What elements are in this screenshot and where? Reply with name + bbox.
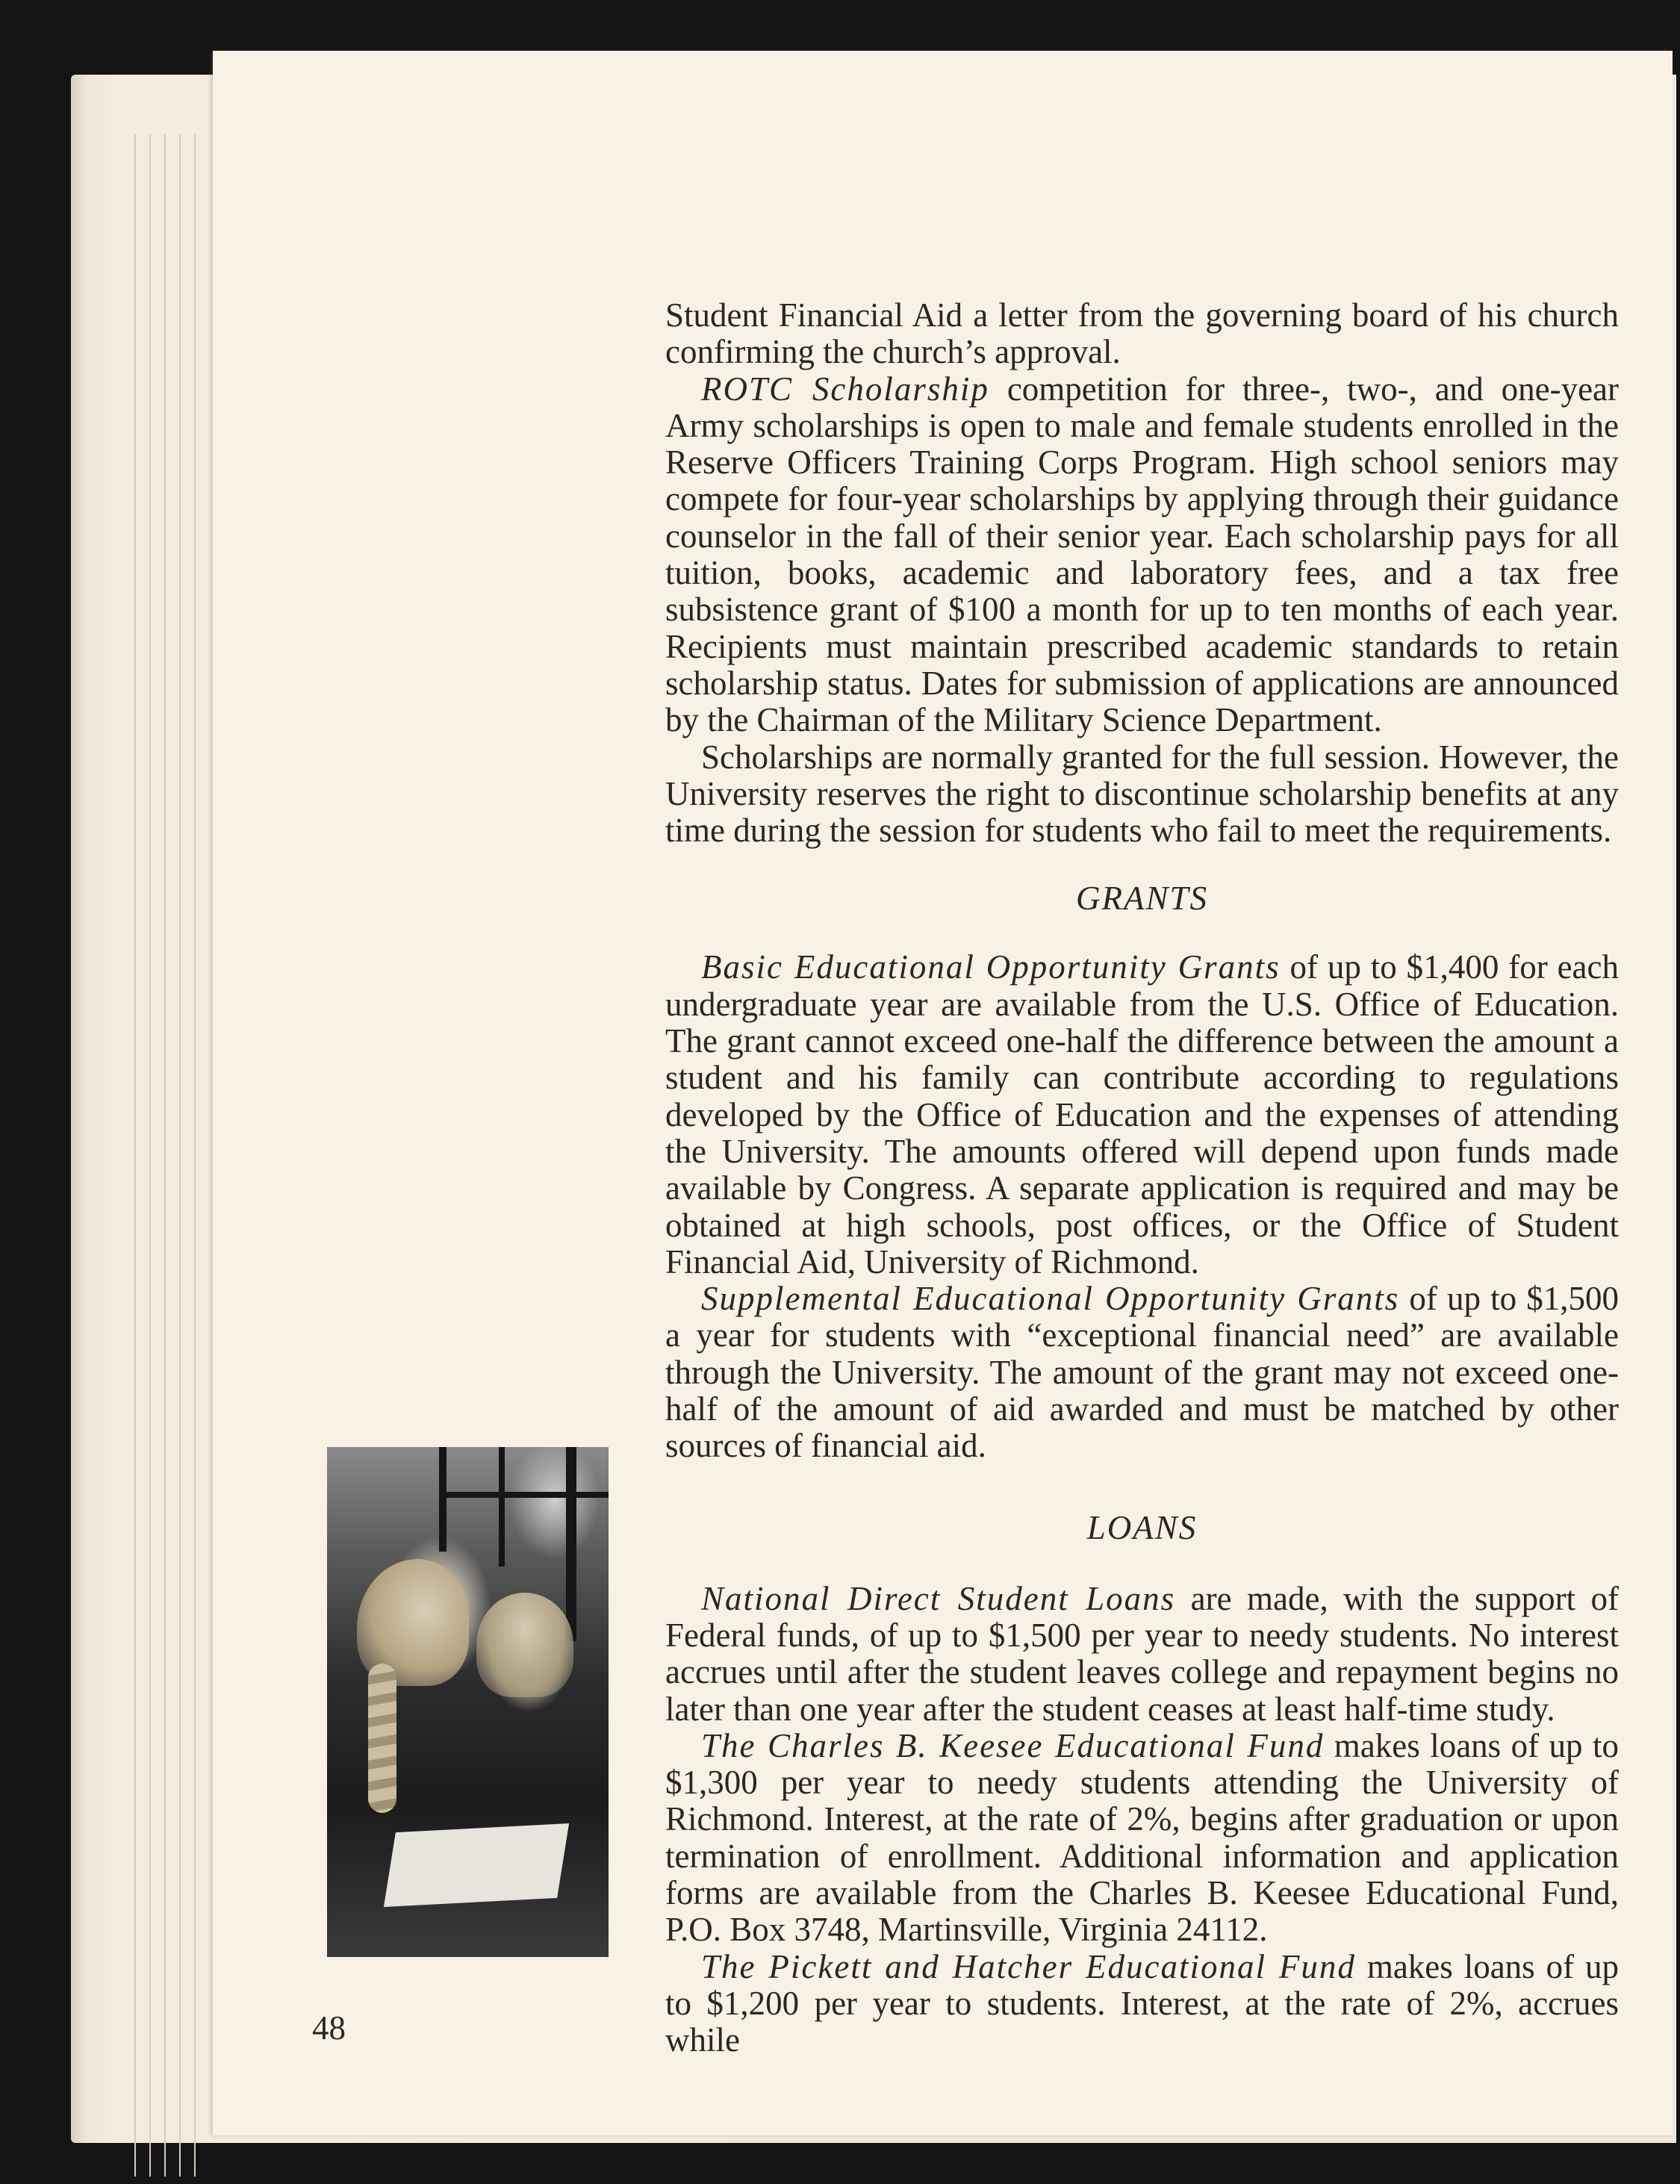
lead-term: National Direct Student Loans	[701, 1579, 1176, 1617]
lead-term: The Charles B. Keesee Educational Fund	[701, 1726, 1325, 1764]
page-edge	[179, 134, 188, 2177]
page-edge	[164, 134, 173, 2177]
lead-term: ROTC Scholarship	[701, 370, 989, 408]
lead-term: The Pickett and Hatcher Educational Fund	[701, 1947, 1356, 1985]
page-number: 48	[312, 2009, 346, 2047]
main-text	[665, 297, 1619, 2059]
paragraph-scholarship-session: Scholarships are normally granted for the full session. However, the University reserves the right to discontinue scholarship benefits at any time during the session for students who fail to meet the requirements.	[665, 738, 1619, 850]
paragraph-basic-grants: Basic Educational Opportunity Grants of up to $1,400 for each undergraduate year are available from the U.S. Office of Education. The grant cannot exceed one-half the difference between the amount a student and his family can contribute according to regulations developed by the Office of Education and the expenses of attending the University. The amounts offered will depend upon funds made available by Congress. A separate application is required and may be obtained at high schools, post offices, or the Office of Student Financial Aid, University of Richmond.	[665, 948, 1619, 1281]
paragraph-church-approval: Student Financial Aid a letter from the governing board of his church confirming the church’s approval.	[665, 296, 1619, 371]
paragraph-keesee-fund: The Charles B. Keesee Educational Fund makes loans of up to $1,300 per year to needy students attending the University of Richmond. Interest, at the rate of 2%, begins after graduation or upon termination of enrollment. Additional information and application forms are available from the Charles B. Keesee Educational Fund, P.O. Box 3748, Martinsville, Virginia 24112.	[665, 1726, 1619, 1949]
photo-two-students-writing	[327, 1447, 609, 1957]
lead-term: Basic Educational Opportunity Grants	[701, 948, 1281, 986]
page-edge	[134, 134, 143, 2177]
heading-grants: GRANTS	[1075, 880, 1208, 918]
paragraph-pickett-hatcher-fund: The Pickett and Hatcher Educational Fund makes loans of up to $1,200 per year to students. Interest, at the rate of 2%, accrues while	[665, 1947, 1619, 2059]
paragraph-supplemental-grants: Supplemental Educational Opportunity Grants of up to $1,500 a year for students with “exceptional financial need” are available through the University. The amount of the grant may not exceed one-half of the amount of aid awarded and must be matched by other sources of financial aid.	[665, 1280, 1619, 1465]
page-edge	[149, 134, 158, 2177]
page-edge	[194, 134, 203, 2177]
lead-term: Supplemental Educational Opportunity Grants	[701, 1280, 1400, 1318]
heading-loans: LOANS	[1086, 1508, 1198, 1546]
paragraph-rotc-scholarship: ROTC Scholarship competition for three-, two-, and one-year Army scholarships is open to male and female students enrolled in the Reserve Officers Training Corps Program. High school seniors may compete for four-year scholarships by applying through their guidance counselor in the fall of their senior year. Each scholarship pays for all tuition, books, academic and laboratory fees, and a tax free subsistence grant of $100 a month for up to ten months of each year. Recipients must maintain prescribed academic standards to retain scholarship status. Dates for submission of applications are announced by the Chairman of the Military Science Department.	[665, 370, 1620, 739]
paragraph-national-direct-loans: National Direct Student Loans are made, with the support of Federal funds, of up to $1,500 per year to needy students. No interest accrues until after the student leaves college and repayment begins no later than one year after the student ceases at least half-time study.	[665, 1579, 1619, 1728]
